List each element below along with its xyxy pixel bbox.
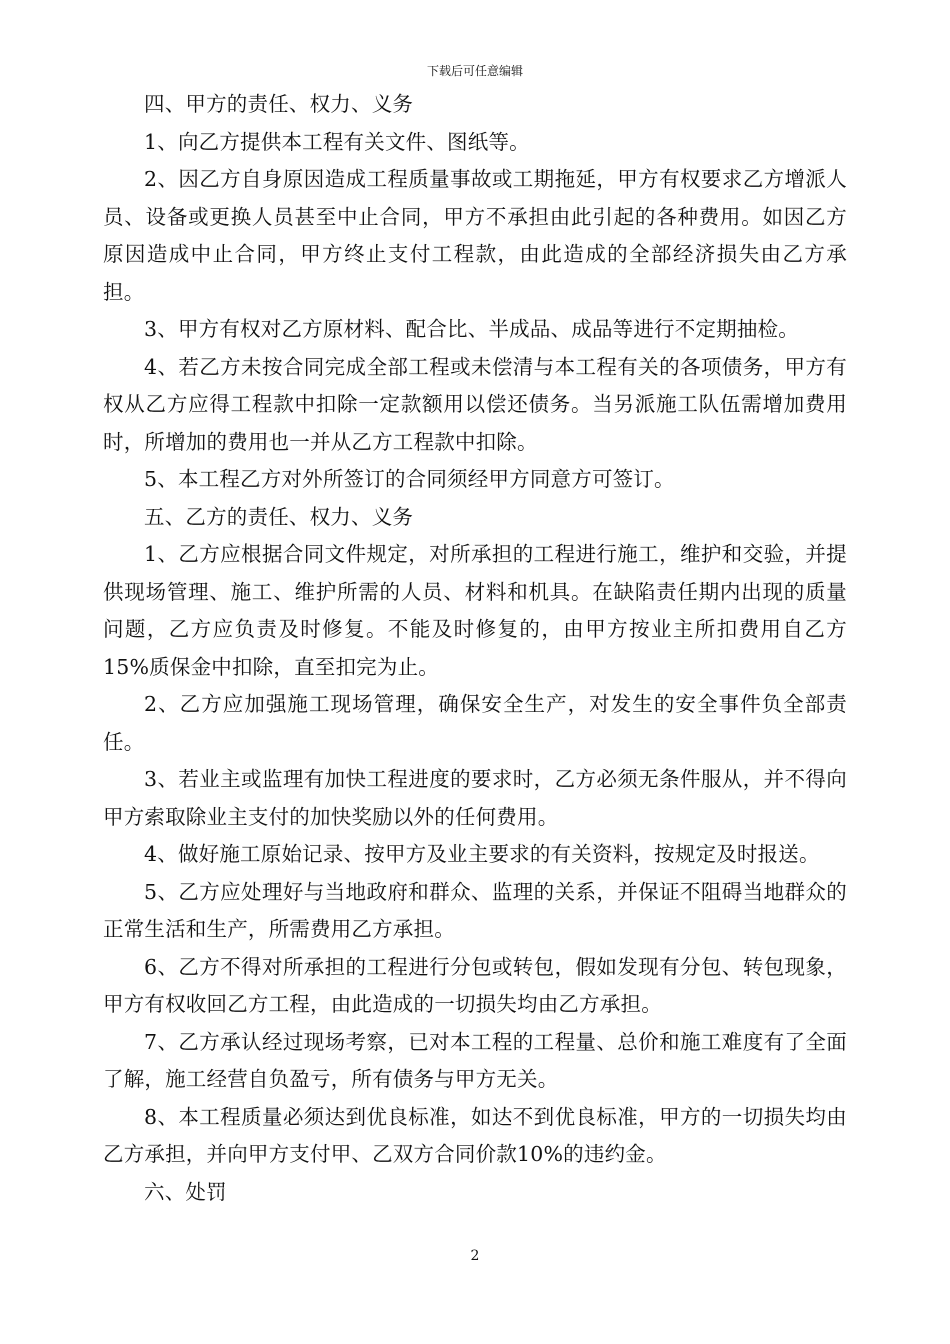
clause-5-7: 7、乙方承认经过现场考察，已对本工程的工程量、总价和施工难度有了全面了解，施工经营自负盈亏，所有债务与甲方无关。 bbox=[103, 1029, 847, 1091]
clause-4-4: 4、若乙方未按合同完成全部工程或未偿清与本工程有关的各项债务，甲方有权从乙方应得工程款中扣除一定款额用以偿还债务。当另派施工队伍需增加费用时，所增加的费用也一并从乙方工程款中扣除。 bbox=[103, 354, 847, 454]
page-header: 下载后可任意编辑 bbox=[426, 64, 523, 78]
clause-5-5: 5、乙方应处理好与当地政府和群众、监理的关系，并保证不阻碍当地群众的正常生活和生产，所需费用乙方承担。 bbox=[103, 879, 847, 941]
clause-5-6: 6、乙方不得对所承担的工程进行分包或转包，假如发现有分包、转包现象，甲方有权收回乙方工程，由此造成的一切损失均由乙方承担。 bbox=[103, 954, 847, 1016]
section-heading-6: 六、处罚 bbox=[144, 1179, 227, 1204]
clause-4-2: 2、因乙方自身原因造成工程质量事故或工期拖延，甲方有权要求乙方增派人员、设备或更换人员甚至中止合同，甲方不承担由此引起的各种费用。如因乙方原因造成中止合同，甲方终止支付工程款，由此造成的全部经济损失由乙方承担。 bbox=[103, 167, 847, 304]
section-heading-5: 五、乙方的责任、权力、义务 bbox=[144, 504, 414, 529]
clause-4-1: 1、向乙方提供本工程有关文件、图纸等。 bbox=[144, 129, 530, 154]
clause-4-5: 5、本工程乙方对外所签订的合同须经甲方同意方可签订。 bbox=[144, 467, 675, 491]
clause-5-2: 2、乙方应加强施工现场管理，确保安全生产，对发生的安全事件负全部责任。 bbox=[103, 692, 847, 754]
section-heading-4: 四、甲方的责任、权力、义务 bbox=[144, 92, 414, 116]
page-number: 2 bbox=[470, 1248, 480, 1264]
clause-5-4: 4、做好施工原始记录、按甲方及业主要求的有关资料，按规定及时报送。 bbox=[144, 842, 820, 866]
clause-5-3: 3、若业主或监理有加快工程进度的要求时，乙方必须无条件服从，并不得向甲方索取除业主支付的加快奖励以外的任何费用。 bbox=[103, 767, 847, 829]
document-body bbox=[103, 86, 847, 1211]
clause-5-8: 8、本工程质量必须达到优良标准，如达不到优良标准，甲方的一切损失均由乙方承担，并向甲方支付甲、乙双方合同价款10%的违约金。 bbox=[103, 1104, 847, 1166]
clause-5-1: 1、乙方应根据合同文件规定，对所承担的工程进行施工，维护和交验，并提供现场管理、施工、维护所需的人员、材料和机具。在缺陷责任期内出现的质量问题，乙方应负责及时修复。不能及时修复的，由甲方按业主所扣费用自乙方15%质保金中扣除，直至扣完为止。 bbox=[103, 542, 847, 679]
clause-4-3: 3、甲方有权对乙方原材料、配合比、半成品、成品等进行不定期抽检。 bbox=[144, 317, 799, 341]
